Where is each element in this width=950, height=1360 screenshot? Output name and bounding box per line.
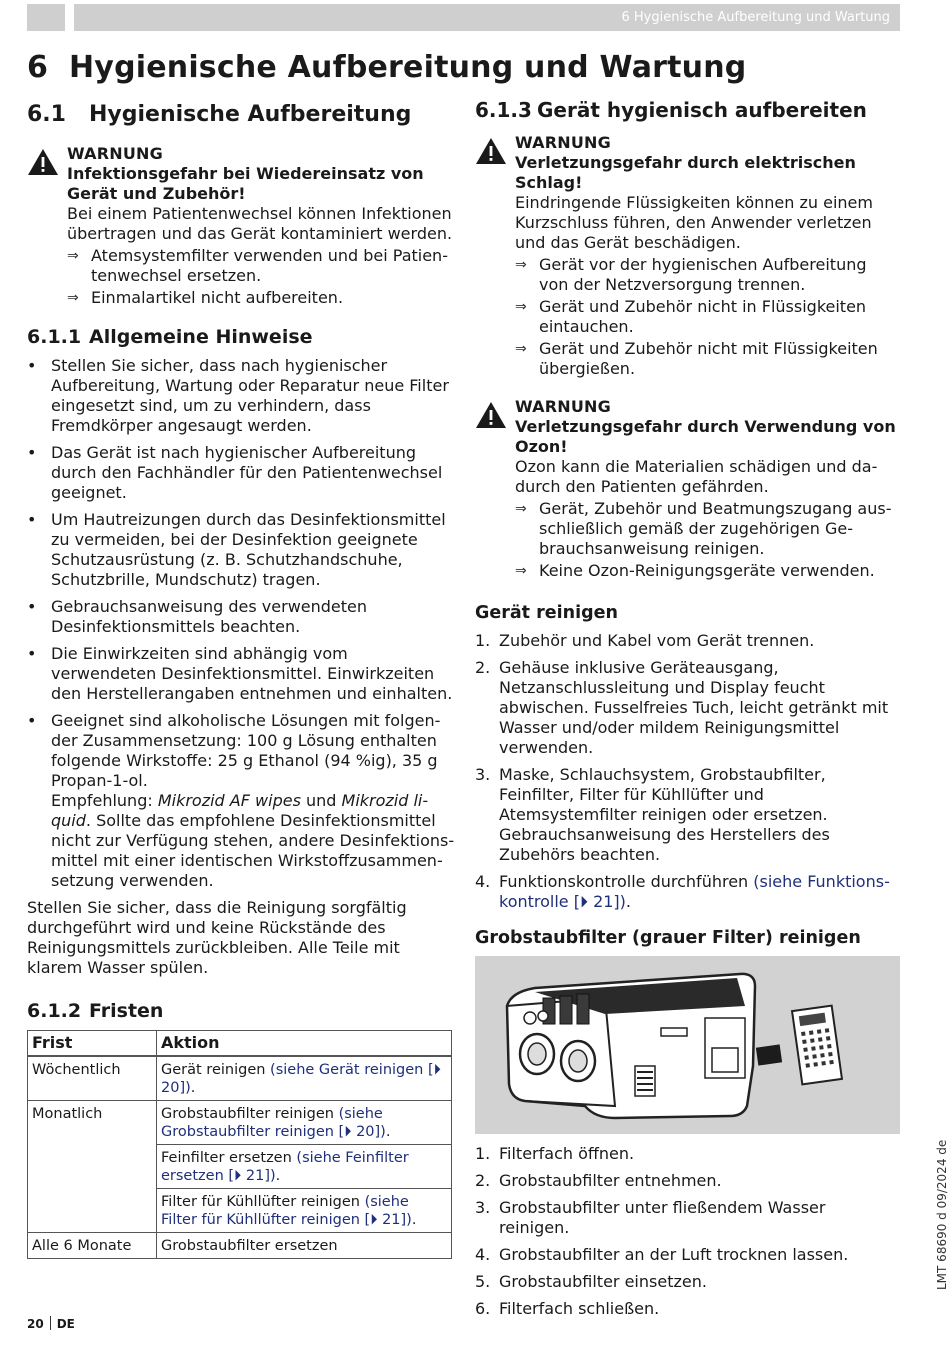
- warning-step: [515, 499, 900, 559]
- table-row: [28, 1101, 452, 1145]
- section-number: 6.1.2: [27, 1000, 82, 1022]
- warning-triangle-icon: [27, 148, 59, 176]
- section-6-1-2-heading: [27, 998, 455, 1024]
- cell-aktion: [157, 1101, 452, 1145]
- cross-reference-link[interactable]: (siehe Grobstaubfilter reinigen [⏵ 20]): [161, 1106, 386, 1140]
- section-6-1-1-heading: [27, 324, 455, 350]
- list-item: [27, 711, 455, 891]
- punct: .: [411, 1212, 417, 1228]
- arrow-icon: ⇒: [67, 248, 79, 264]
- table-row: [28, 1056, 452, 1101]
- warning-triangle-icon: [475, 137, 507, 165]
- step-text: Zubehör und Kabel vom Gerät trennen.: [499, 631, 815, 650]
- running-header: [74, 4, 900, 31]
- list-item: • Gebrauchsanweisung des verwendeten Desinfektionsmittels beachten.: [27, 597, 455, 637]
- step-text: Grobstaubfilter entnehmen.: [499, 1171, 722, 1190]
- list-item: 4. Funktionskontrolle durchführen (siehe Funktionskontrolle [⏵ 21]).: [475, 872, 890, 911]
- footer-divider: [50, 1316, 51, 1330]
- warning-step: [515, 255, 900, 295]
- warning-label: WARNUNG: [515, 397, 611, 416]
- action-text: Grobstaubfilter ersetzen: [161, 1238, 338, 1254]
- chapter-title-text: Hygienische Aufbereitung und Wartung: [69, 50, 747, 85]
- step-text: Funktionskontrolle durchführen: [499, 872, 754, 891]
- step-text: Grobstaubfilter einsetzen.: [499, 1272, 707, 1291]
- chapter-title: [27, 50, 746, 85]
- punct: .: [385, 1124, 391, 1140]
- conjunction: und: [300, 791, 342, 810]
- cross-reference-link[interactable]: (siehe Feinfilter ersetzen [⏵ 21]): [161, 1150, 409, 1184]
- list-item: [475, 1245, 900, 1265]
- coarse-filter-steps: [475, 1144, 900, 1319]
- left-column: [27, 100, 455, 1259]
- action-text: Grobstaubfilter reinigen: [161, 1106, 339, 1122]
- action-text: Filter für Kühllüfter reinigen: [161, 1194, 365, 1210]
- punct: .: [190, 1080, 196, 1096]
- list-item: • Stellen Sie sicher, dass nach hygienischer Aufbereitung, Wartung oder Reparatur neue Filter eingesetzt sind, um zu verhindern, dass Fremdkörper angesaugt werden.: [27, 356, 455, 436]
- warning-text: Eindringende Flüssigkeiten können zu einem Kurzschluss führen, den Anwender verletzen und das Gerät beschädigen.: [515, 193, 873, 252]
- table-row: [28, 1233, 452, 1259]
- cross-reference-link[interactable]: (siehe Gerät reinigen [⏵ 20]): [161, 1062, 441, 1096]
- action-text: Feinfilter ersetzen: [161, 1150, 297, 1166]
- step-number: 5.: [475, 1272, 491, 1291]
- warning-step: [515, 339, 900, 379]
- right-column: [475, 97, 900, 1326]
- recommendation-text: . Sollte das empfohlene Desinfektionsmittel nicht zur Verfügung stehen, andere Desinfektionsmittel mit einer identischen Wirkstoffzusammensetzung verwenden.: [51, 811, 455, 890]
- list-item: [475, 658, 900, 758]
- cross-reference-link[interactable]: (siehe Funktionskontrolle [⏵ 21]): [499, 872, 890, 911]
- warning-step-text: Atemsystemfilter verwenden und bei Patientenwechsel ersetzen.: [91, 246, 448, 285]
- warning-infection: [27, 144, 455, 308]
- list-item: • Das Gerät ist nach hygienischer Aufbereitung durch den Fachhändler für den Patientenwechsel geeignet.: [27, 443, 455, 503]
- punct: .: [275, 1168, 281, 1184]
- warning-headline: Verletzungsgefahr durch Verwendung von Ozon!: [515, 417, 896, 456]
- header-tab-block: [27, 4, 65, 31]
- device-filter-illustration: [475, 956, 900, 1134]
- section-title: Allgemeine Hinweise: [89, 326, 313, 348]
- warning-step-text: Keine Ozon-Reinigungsgeräte verwenden.: [539, 561, 875, 580]
- step-number: 4.: [475, 872, 491, 891]
- arrow-icon: ⇒: [515, 563, 527, 579]
- warning-text: Ozon kann die Materialien schädigen und dadurch den Patienten gefährden.: [515, 457, 878, 496]
- clean-device-heading: Gerät reinigen: [475, 603, 618, 623]
- page-number: 20: [27, 1317, 44, 1331]
- page-footer: [27, 1316, 75, 1331]
- recommendation-label: Empfehlung:: [51, 791, 158, 810]
- list-item: [475, 765, 900, 865]
- product-name: Mikrozid liquid: [51, 791, 429, 830]
- list-item: [475, 1299, 900, 1319]
- list-item: • Um Hautreizungen durch das Desinfektionsmittel zu vermeiden, bei der Desinfektion geeignete Schutzausrüstung (z. B. Schutzhandschuhe, Schutzbrille, Mundschutz) tragen.: [27, 510, 455, 590]
- warning-step: [515, 297, 900, 337]
- step-text: Filterfach schließen.: [499, 1299, 660, 1318]
- table-header-frist: Frist: [28, 1031, 157, 1057]
- list-item: [475, 631, 900, 651]
- cell-frist: Monatlich: [28, 1101, 157, 1233]
- section-title: Fristen: [89, 1000, 164, 1022]
- warning-ozone: [475, 397, 900, 581]
- list-item: [475, 1198, 900, 1238]
- warning-step-text: Gerät, Zubehör und Beatmungszugang ausschließlich gemäß der zugehörigen Gebrauchsanweisung reinigen.: [539, 499, 892, 558]
- step-number: 3.: [475, 1198, 491, 1217]
- intervals-table: [27, 1030, 452, 1259]
- running-header-title: 6 Hygienische Aufbereitung und Wartung: [621, 10, 890, 25]
- warning-step: [515, 561, 900, 581]
- warning-step-text: Gerät vor der hygienischen Aufbereitung von der Netzversorgung trennen.: [539, 255, 867, 294]
- cell-aktion: [157, 1233, 452, 1259]
- arrow-icon: ⇒: [515, 257, 527, 273]
- warning-triangle-icon: [475, 401, 507, 429]
- product-name: Mikrozid AF wipes: [157, 791, 301, 810]
- warning-step: [67, 246, 455, 286]
- cell-aktion: [157, 1189, 452, 1233]
- section-number: 6.1.3: [475, 98, 532, 122]
- step-number: 1.: [475, 1144, 491, 1163]
- arrow-icon: ⇒: [515, 341, 527, 357]
- chapter-number: 6: [27, 50, 49, 85]
- warning-text: Bei einem Patientenwechsel können Infektionen übertragen und das Gerät kontaminiert werden.: [67, 204, 453, 243]
- clean-device-steps: [475, 631, 900, 912]
- step-number: 1.: [475, 631, 491, 650]
- warning-step-text: Einmalartikel nicht aufbereiten.: [91, 288, 344, 307]
- list-item: [475, 1144, 900, 1164]
- document-code: LMT 68690 d 09/2024 de: [935, 1139, 949, 1290]
- step-number: 2.: [475, 1171, 491, 1190]
- step-text: Filterfach öffnen.: [499, 1144, 635, 1163]
- step-text: Gehäuse inklusive Geräteausgang, Netzanschlussleitung und Display feucht abwischen. Fusselfreies Tuch, leicht getränkt mit Wasser und/oder mildem Reinigungsmittel verwenden.: [499, 658, 889, 757]
- warning-headline: Verletzungsgefahr durch elektrischen Schlag!: [515, 153, 856, 192]
- warning-electric-shock: [475, 133, 900, 379]
- cell-frist: Alle 6 Monate: [28, 1233, 157, 1259]
- arrow-icon: ⇒: [67, 290, 79, 306]
- list-item: [475, 1272, 900, 1292]
- cell-aktion: [157, 1145, 452, 1189]
- section-6-1-3-heading: [475, 97, 900, 123]
- list-item: • Die Einwirkzeiten sind abhängig vom verwendeten Desinfektionsmittel. Einwirkzeiten den Herstellerangaben entnehmen und einhalten.: [27, 644, 455, 704]
- general-notes-list: [27, 356, 455, 891]
- list-item: [475, 1171, 900, 1191]
- section-6-1-heading: [27, 100, 455, 130]
- language-code: DE: [56, 1317, 75, 1331]
- cell-aktion: [157, 1056, 452, 1101]
- table-header-aktion: Aktion: [157, 1031, 452, 1057]
- cell-frist: Wöchentlich: [28, 1056, 157, 1101]
- section-title: Hygienische Aufbereitung: [89, 102, 412, 127]
- section-title: Gerät hygienisch aufbereiten: [537, 98, 867, 122]
- warning-step-text: Gerät und Zubehör nicht in Flüssigkeiten eintauchen.: [539, 297, 867, 336]
- step-text: Grobstaubfilter unter fließendem Wasser reinigen.: [499, 1198, 826, 1237]
- step-text: Grobstaubfilter an der Luft trocknen lassen.: [499, 1245, 849, 1264]
- arrow-icon: ⇒: [515, 501, 527, 517]
- step-text: Maske, Schlauchsystem, Grobstaubfilter, Feinfilter, Filter für Kühllüfter und Atemsystemfilter reinigen oder ersetzen. Gebrauchsanweisung des Herstellers des Zubehörs beachten.: [499, 765, 830, 864]
- section-number: 6.1: [27, 102, 66, 127]
- ventilator-device-icon: [475, 956, 900, 1134]
- disinfectant-composition: Geeignet sind alkoholische Lösungen mit folgender Zusammensetzung: 100 g Lösung enthalten folgende Wirkstoffe: 25 g Ethanol (94 %ig), 35 g Propan-1-ol.: [51, 711, 441, 790]
- action-text: Gerät reinigen: [161, 1062, 271, 1078]
- section-number: 6.1.1: [27, 326, 82, 348]
- warning-step-text: Gerät und Zubehör nicht mit Flüssigkeiten übergießen.: [539, 339, 878, 378]
- step-number: 6.: [475, 1299, 491, 1318]
- step-number: 2.: [475, 658, 491, 677]
- warning-step: [67, 288, 455, 308]
- step-number: 4.: [475, 1245, 491, 1264]
- arrow-icon: ⇒: [515, 299, 527, 315]
- warning-headline: Infektionsgefahr bei Wiedereinsatz von Gerät und Zubehör!: [67, 164, 424, 203]
- warning-label: WARNUNG: [515, 133, 611, 152]
- warning-label: WARNUNG: [67, 144, 163, 163]
- step-number: 3.: [475, 765, 491, 784]
- coarse-filter-heading: Grobstaubfilter (grauer Filter) reinigen: [475, 928, 861, 948]
- cross-reference-link[interactable]: (siehe Filter für Kühllüfter reinigen [⏵ 21]): [161, 1194, 412, 1228]
- closing-paragraph: Stellen Sie sicher, dass die Reinigung sorgfältig durchgeführt wird und keine Rückstände des Reinigungsmittels zurückbleiben. Alle Teile mit klarem Wasser spülen.: [27, 898, 407, 977]
